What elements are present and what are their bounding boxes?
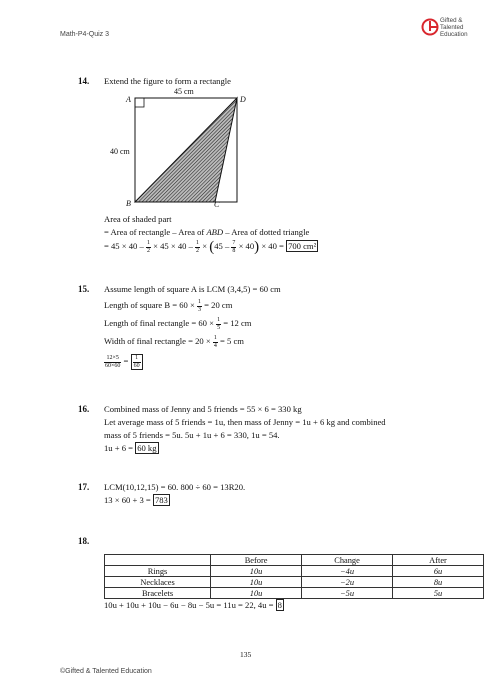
table-cell: 6u bbox=[393, 566, 484, 577]
table-header-cell: After bbox=[393, 555, 484, 566]
paren: ( bbox=[209, 239, 215, 256]
fraction bbox=[104, 355, 121, 369]
text-segment: ABD bbox=[206, 227, 224, 237]
numerator: 1 bbox=[196, 240, 200, 247]
text-segment: = Area of rectangle – Area of bbox=[104, 227, 207, 237]
text-segment: Width of final rectangle = 20 × bbox=[104, 336, 211, 346]
text-segment: 1u + 6 = bbox=[104, 443, 134, 453]
fraction bbox=[216, 317, 221, 331]
denominator: 8 bbox=[232, 247, 236, 254]
change-table bbox=[104, 554, 484, 599]
working-line: Combined mass of Jenny and 5 friends = 55 × 6 = 330 kg bbox=[104, 404, 302, 414]
fraction bbox=[195, 240, 200, 254]
text-segment: = 12 cm bbox=[223, 318, 252, 328]
numerator: 1 bbox=[133, 355, 141, 363]
logo-icon bbox=[421, 18, 439, 36]
vertex-label-d: D bbox=[240, 95, 246, 104]
text-segment: = 20 cm bbox=[204, 300, 233, 310]
working-line bbox=[104, 315, 251, 331]
text-segment: 10u + 10u + 10u − 6u − 8u − 5u = 11u = 22, 4u = bbox=[104, 600, 274, 610]
working-line bbox=[104, 333, 244, 349]
vertex-label-c: C bbox=[214, 200, 220, 209]
numerator: 12×5 bbox=[104, 355, 121, 363]
logo-text bbox=[440, 17, 468, 38]
table-header-cell: Change bbox=[302, 555, 393, 566]
answer-box: 700 cm² bbox=[288, 241, 317, 251]
working-line: mass of 5 friends = 5u. 5u + 1u + 6 = 330, 1u = 54. bbox=[104, 430, 280, 440]
table-cell: 8u bbox=[393, 577, 484, 588]
answer-box: 60 kg bbox=[137, 443, 157, 453]
table-cell: 10u bbox=[211, 588, 302, 599]
paren: ) bbox=[254, 239, 260, 256]
working-line bbox=[104, 495, 170, 505]
numerator: 1 bbox=[217, 317, 221, 324]
table-cell: 10u bbox=[211, 577, 302, 588]
denominator: 2 bbox=[196, 247, 200, 254]
working-line bbox=[104, 227, 309, 237]
question-number: 14. bbox=[78, 76, 90, 86]
working-line bbox=[104, 600, 284, 610]
table-header-row bbox=[105, 555, 484, 566]
side-length-label: 40 cm bbox=[110, 147, 130, 156]
logo-line: Gifted & bbox=[440, 17, 463, 24]
fraction bbox=[213, 335, 218, 349]
table-row bbox=[105, 577, 484, 588]
working-line bbox=[104, 297, 232, 313]
text-segment: × 45 × 40 – bbox=[153, 241, 193, 251]
table-cell: 10u bbox=[211, 566, 302, 577]
table-cell: −5u bbox=[302, 588, 393, 599]
numerator: 1 bbox=[146, 240, 150, 247]
table-header-cell: Before bbox=[211, 555, 302, 566]
working-line bbox=[104, 352, 143, 370]
answer-box bbox=[131, 354, 143, 370]
answer-box: 783 bbox=[154, 495, 168, 505]
copyright: ©Gifted & Talented Education bbox=[60, 668, 152, 675]
working-line: Assume length of square A is LCM (3,4,5) = 60 cm bbox=[104, 284, 281, 294]
table-cell: −2u bbox=[302, 577, 393, 588]
text-segment: = 45 × 40 – bbox=[104, 241, 144, 251]
page-number: 135 bbox=[240, 650, 252, 659]
numerator: 1 bbox=[213, 335, 217, 342]
table-cell: Necklaces bbox=[105, 577, 211, 588]
text-segment: 45 – bbox=[214, 241, 230, 251]
working-line bbox=[104, 443, 159, 453]
logo-line: Talented bbox=[440, 24, 464, 31]
text-segment: × bbox=[202, 241, 208, 251]
text-segment: = bbox=[123, 356, 129, 366]
numerator: 1 bbox=[198, 299, 201, 306]
table-cell: 5u bbox=[393, 588, 484, 599]
question-number: 17. bbox=[78, 482, 90, 492]
working-line: Let average mass of 5 friends = 1u, then mass of Jenny = 1u + 6 kg and combined bbox=[104, 417, 386, 427]
denominator: 2 bbox=[146, 247, 150, 254]
question-number: 18. bbox=[78, 536, 90, 546]
numerator: 7 bbox=[232, 240, 236, 247]
table-header-cell bbox=[105, 555, 211, 566]
denominator: 5 bbox=[217, 324, 221, 331]
question-number: 16. bbox=[78, 404, 90, 414]
table-cell: Rings bbox=[105, 566, 211, 577]
working-line: Area of shaded part bbox=[104, 214, 172, 224]
text-segment: Length of square B = 60 × bbox=[104, 300, 195, 310]
text-segment: × 40 = bbox=[261, 241, 284, 251]
denominator: 3 bbox=[198, 306, 201, 313]
top-length-label: 45 cm bbox=[174, 87, 194, 96]
denominator: 60×60 bbox=[105, 362, 121, 369]
vertex-label-b: B bbox=[126, 199, 131, 208]
text-segment: = 5 cm bbox=[220, 336, 244, 346]
question-number: 15. bbox=[78, 284, 90, 294]
text-segment: Length of final rectangle = 60 × bbox=[104, 318, 214, 328]
denominator: 60 bbox=[133, 362, 140, 369]
fraction bbox=[146, 240, 151, 254]
fraction bbox=[231, 240, 236, 254]
vertex-label-a: A bbox=[126, 95, 131, 104]
working-calculation bbox=[104, 238, 318, 255]
text-segment: – Area of dotted triangle bbox=[223, 227, 310, 237]
logo-line: Education bbox=[440, 31, 468, 38]
question-prompt: Extend the figure to form a rectangle bbox=[104, 76, 231, 86]
table-cell: Bracelets bbox=[105, 588, 211, 599]
table-row bbox=[105, 588, 484, 599]
text-segment: × 40 bbox=[238, 241, 255, 251]
working-line: LCM(10,12,15) = 60. 800 ÷ 60 = 13R20. bbox=[104, 482, 246, 492]
table-row bbox=[105, 566, 484, 577]
denominator: 4 bbox=[213, 342, 217, 349]
header-title: Math-P4-Quiz 3 bbox=[60, 31, 110, 38]
text-segment: 13 × 60 + 3 = bbox=[104, 495, 151, 505]
fraction bbox=[197, 299, 202, 313]
answer-box: 8 bbox=[277, 600, 282, 610]
table-cell: −4u bbox=[302, 566, 393, 577]
